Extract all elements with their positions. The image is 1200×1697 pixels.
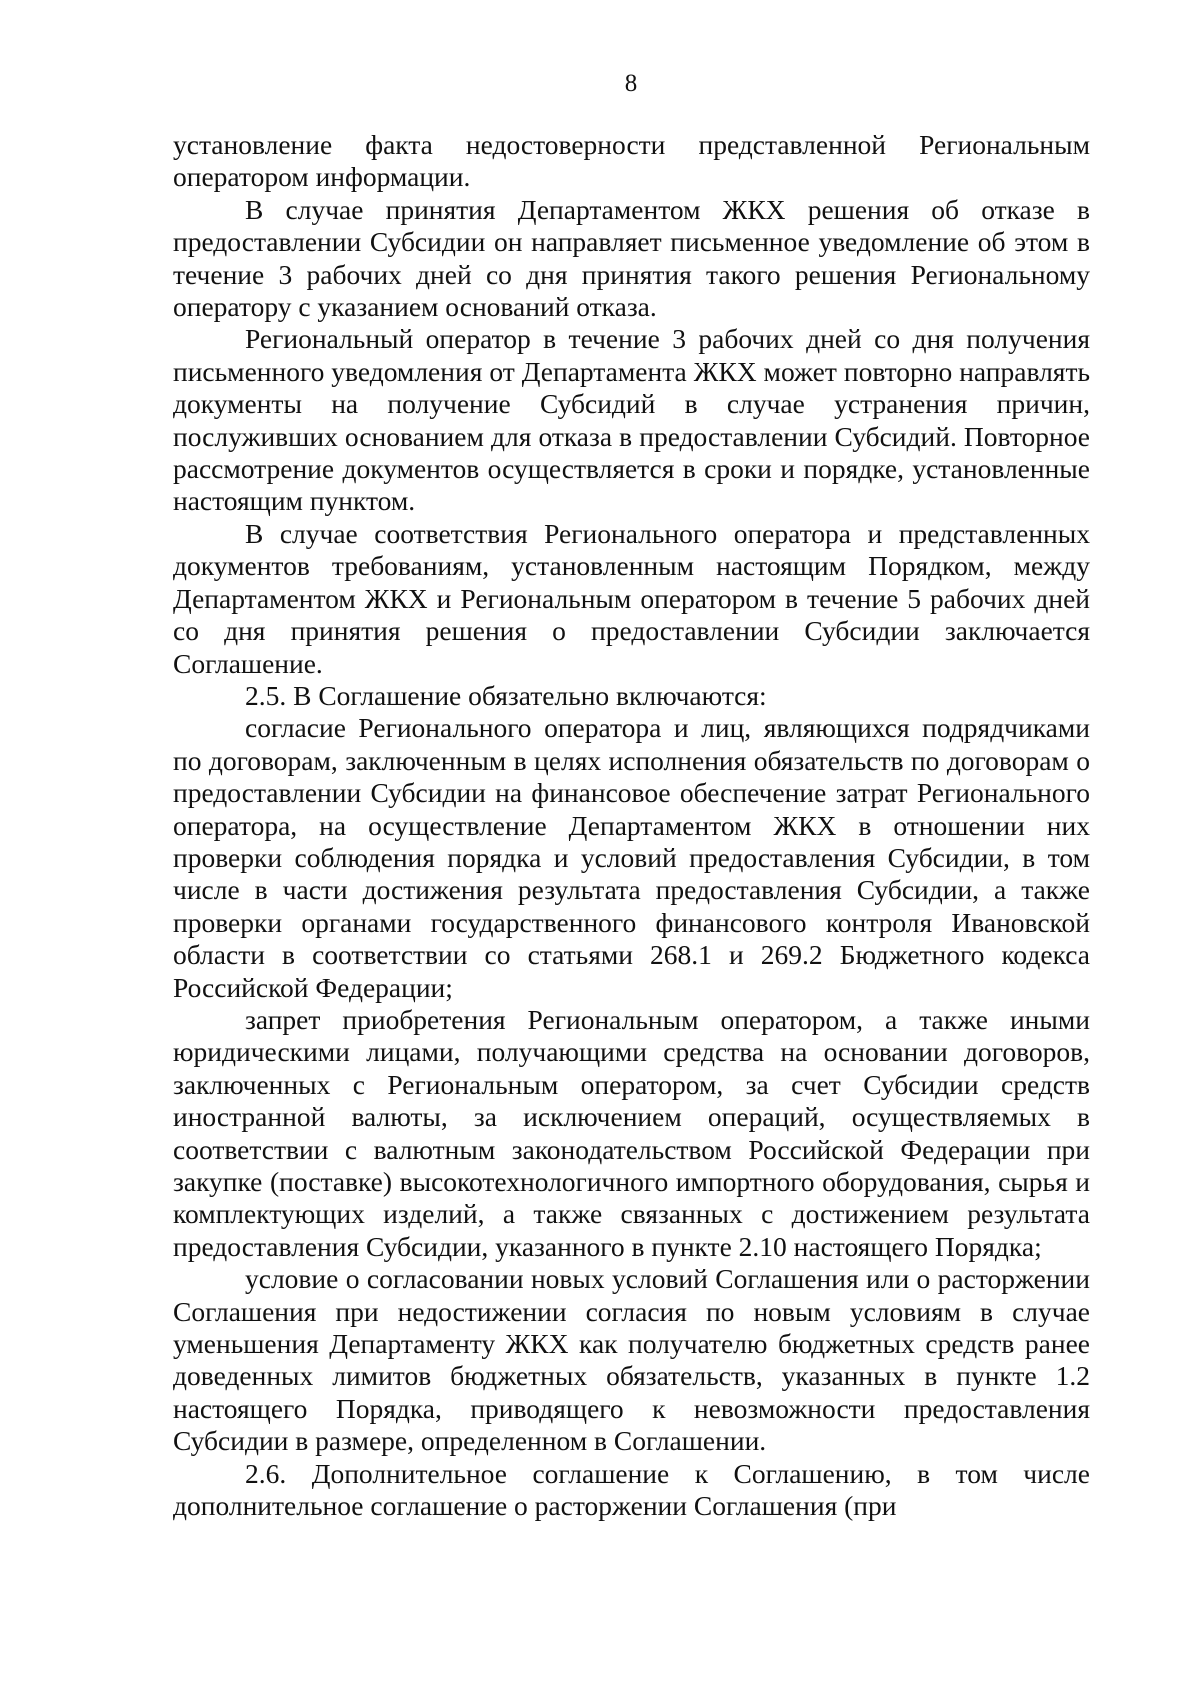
paragraph-agreement-conclusion: В случае соответствия Регионального оператора и представленных документов требованиям, установленным настоящим Порядком, между Департаментом ЖКХ и Региональным оператором в течение 5 рабочих дней со дня принятия решения о предоставлении Субсидии заключается Соглашение. [173, 517, 1090, 679]
paragraph-currency-ban-clause: запрет приобретения Региональным оператором, а также иными юридическими лицами, получающими средства на основании договоров, заключенных с Региональным оператором, за счет Субсидии средств иностранной валюты, за исключением операций, осуществляемых в соответствии с валютным законодательством Российской Федерации при закупке (поставке) высокотехнологичного импортного оборудования, сырья и комплектующих изделий, а также связанных с достижением результата предоставления Субсидии, указанного в пункте 2.10 настоящего Порядка; [173, 1003, 1090, 1262]
paragraph-continuation: установление факта недостоверности представленной Региональным оператором информации. [173, 129, 1090, 193]
paragraph-section-2-5: 2.5. В Соглашение обязательно включаются: [245, 679, 767, 711]
paragraph-refusal-notice: В случае принятия Департаментом ЖКХ решения об отказе в предоставлении Субсидии он направляет письменное уведомление об этом в течение 3 рабочих дней со дня принятия такого решения Региональному оператору с указанием оснований отказа. [173, 193, 1090, 323]
paragraph-section-2-6: 2.6. Дополнительное соглашение к Соглашению, в том числе дополнительное соглашение о расторжении Соглашения (при [173, 1457, 1090, 1522]
paragraph-new-conditions-clause: условие о согласовании новых условий Соглашения или о расторжении Соглашения при недостижении согласия по новым условиям в случае уменьшения Департаменту ЖКХ как получателю бюджетных средств ранее доведенных лимитов бюджетных обязательств, указанных в пункте 1.2 настоящего Порядка, приводящего к невозможности предоставления Субсидии в размере, определенном в Соглашении. [173, 1263, 1090, 1457]
paragraph-consent-clause: согласие Регионального оператора и лиц, являющихся подрядчиками по договорам, заключенным в целях исполнения обязательств по договорам о предоставлении Субсидии на финансовое обеспечение затрат Регионального оператора, на осуществление Департаментом ЖКХ в отношении них проверки соблюдения порядка и условий предоставления Субсидии, в том числе в части достижения результата предоставления Субсидии, а также проверки органами государственного финансового контроля Ивановской области в соответствии со статьями 268.1 и 269.2 Бюджетного кодекса Российской Федерации; [173, 712, 1090, 1003]
page-number: 8 [624, 70, 638, 97]
paragraph-resubmission: Региональный оператор в течение 3 рабочих дней со дня получения письменного уведомления от Департамента ЖКХ может повторно направлять документы на получение Субсидий в случае устранения причин, послуживших основанием для отказа в предоставлении Субсидий. Повторное рассмотрение документов осуществляется в сроки и порядке, установленные настоящим пунктом. [173, 323, 1090, 517]
document-body [173, 129, 1090, 1522]
